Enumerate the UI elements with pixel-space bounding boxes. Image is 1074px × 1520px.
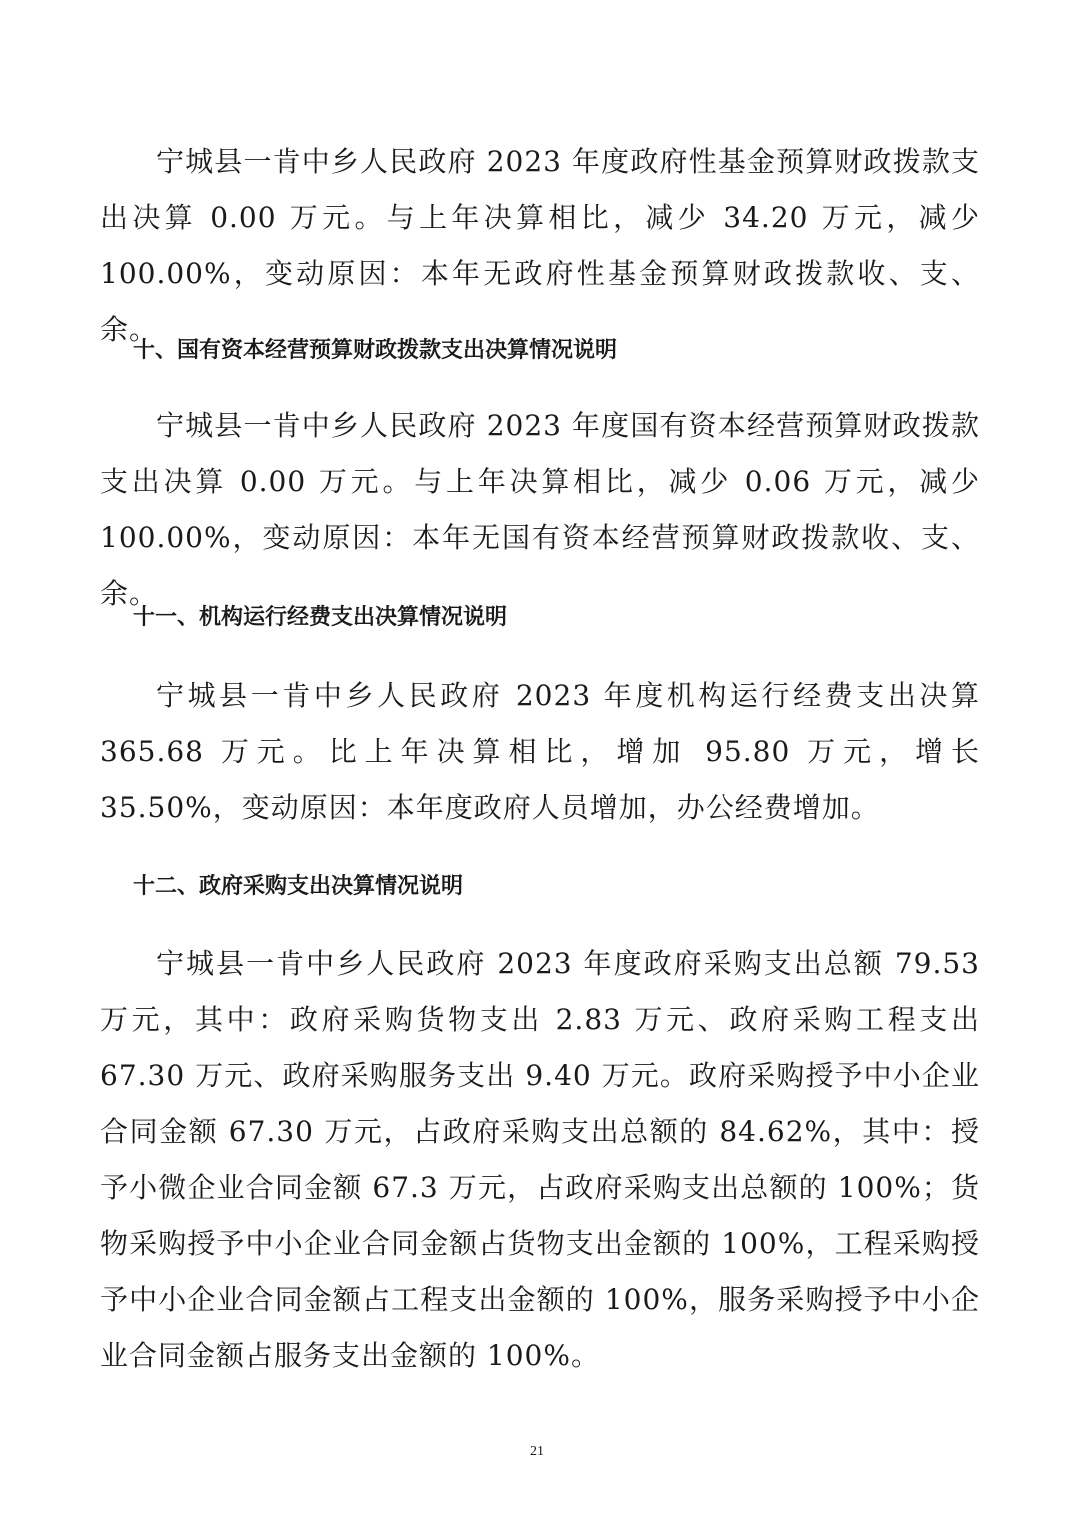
paragraph-government-fund-budget: 宁城县一肯中乡人民政府 2023 年度政府性基金预算财政拨款支出决算 0.00 万元。与上年决算相比，减少 34.20 万元，减少 100.00%，变动原因：本年无政府性基金预算财政拨款收、支、余。 xyxy=(100,145,980,346)
page-number: 21 xyxy=(530,1444,544,1459)
section-heading-11: 十一、机构运行经费支出决算情况说明 xyxy=(133,605,508,630)
paragraph-government-procurement: 宁城县一肯中乡人民政府 2023 年度政府采购支出总额 79.53 万元，其中：政府采购货物支出 2.83 万元、政府采购工程支出 67.30 万元、政府采购服务支出 9.40 万元。政府采购授予中小企业合同金额 67.30 万元，占政府采购支出总额的 84.62%，其中：授予小微企业合同金额 67.3 万元，占政府采购支出总额的 100%；货物采购授予中小企业合同金额占货物支出金额的 100%，工程采购授予中小企业合同金额占工程支出金额的 100%，服务采购授予中小企业合同金额占服务支出金额的 100%。 xyxy=(100,947,980,1372)
section-heading-10: 十、国有资本经营预算财政拨款支出决算情况说明 xyxy=(133,338,618,363)
section-heading-12: 十二、政府采购支出决算情况说明 xyxy=(133,874,464,899)
paragraph-operating-expenses: 宁城县一肯中乡人民政府 2023 年度机构运行经费支出决算 365.68 万元。比上年决算相比，增加 95.80 万元，增长 35.50%，变动原因：本年度政府人员增加，办公经费增加。 xyxy=(100,679,980,824)
paragraph-state-capital-budget: 宁城县一肯中乡人民政府 2023 年度国有资本经营预算财政拨款支出决算 0.00 万元。与上年决算相比，减少 0.06 万元，减少 100.00%，变动原因：本年无国有资本经营预算财政拨款收、支、余。 xyxy=(100,409,980,610)
